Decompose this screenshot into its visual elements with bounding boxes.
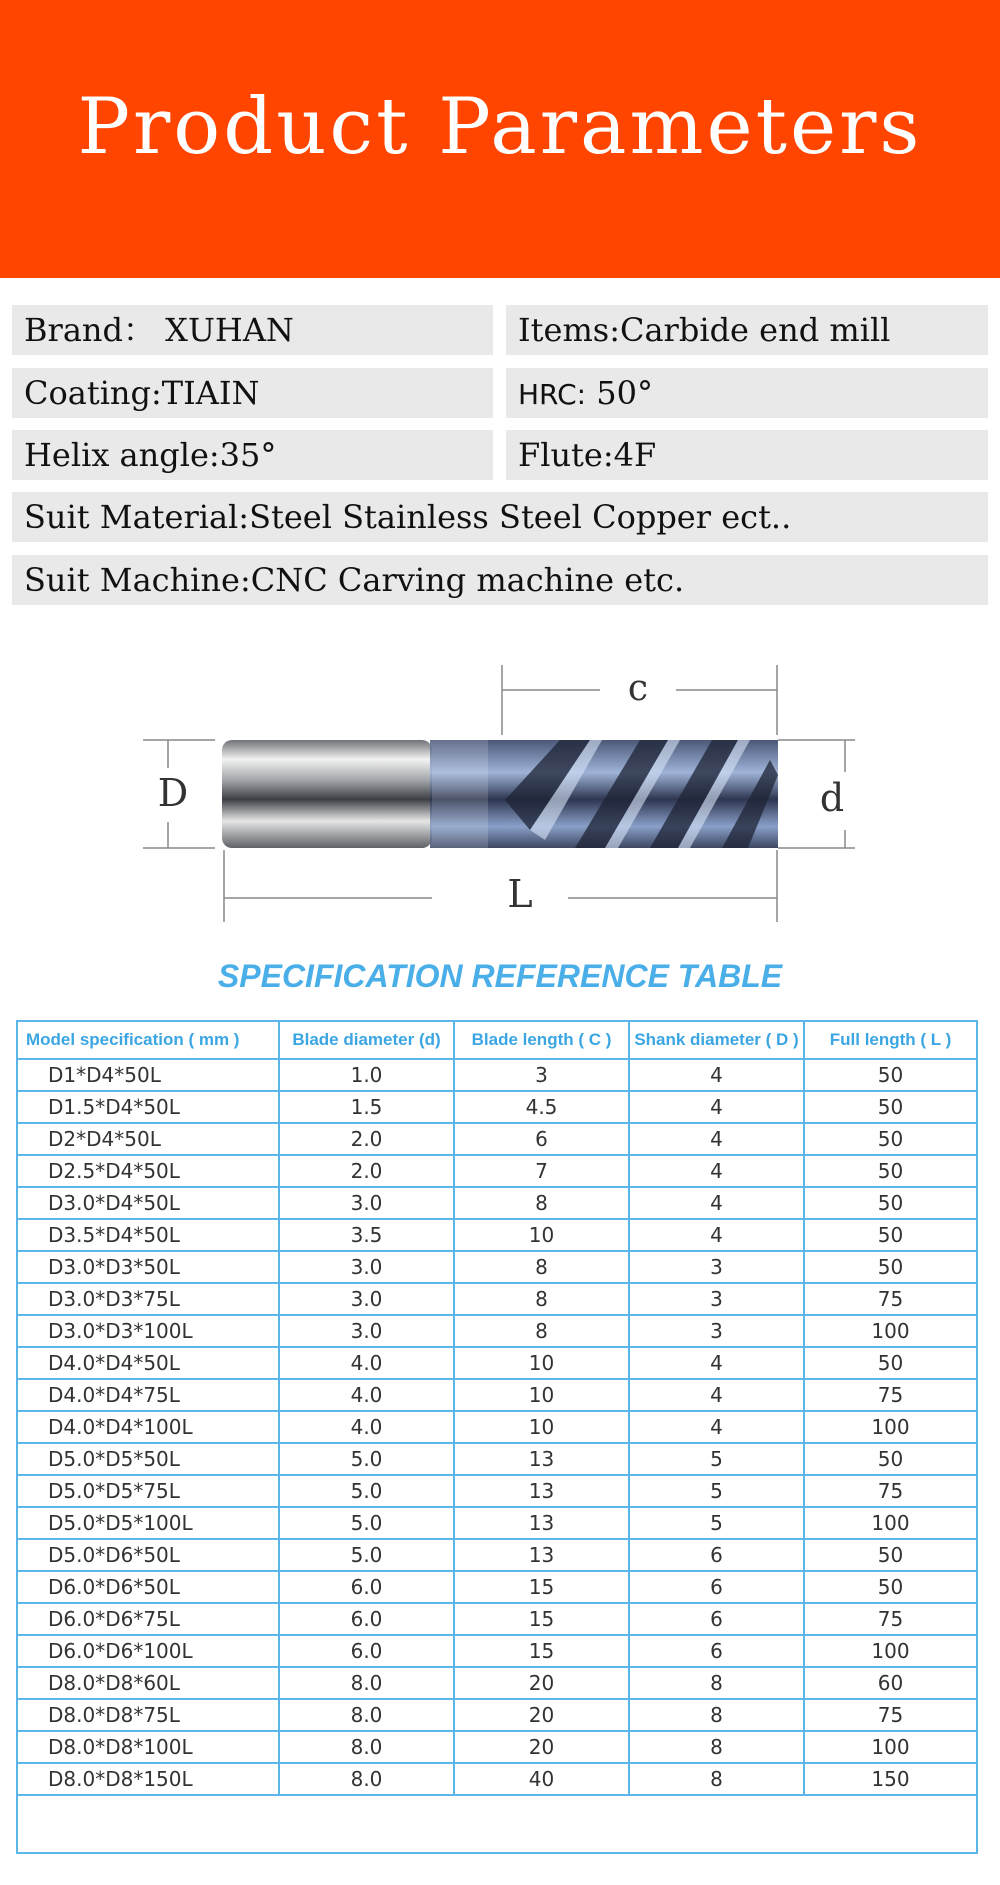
table-row [17,1187,977,1219]
cell-full-length: 50 [804,1091,977,1123]
table-row [17,1443,977,1475]
cell-blade-length: 3 [454,1059,629,1091]
table-row [17,1411,977,1443]
cell-model: D8.0*D8*150L [17,1763,279,1795]
cell-shank-diameter: 5 [629,1475,804,1507]
cell-model: D8.0*D8*60L [17,1667,279,1699]
cell-blade-diameter: 8.0 [279,1699,454,1731]
cell-full-length: 100 [804,1411,977,1443]
cell-shank-diameter: 5 [629,1443,804,1475]
param-items: Items:Carbide end mill [506,305,988,355]
spec-table [16,1020,978,1854]
cell-blade-length: 6 [454,1123,629,1155]
cell-blade-length: 8 [454,1187,629,1219]
cell-full-length: 50 [804,1187,977,1219]
header-blade-length: Blade length ( C ) [454,1021,629,1059]
table-row [17,1219,977,1251]
cell-full-length: 75 [804,1379,977,1411]
cell-full-length: 50 [804,1155,977,1187]
cell-model: D5.0*D6*50L [17,1539,279,1571]
cell-shank-diameter: 4 [629,1155,804,1187]
cell-model: D6.0*D6*100L [17,1635,279,1667]
cell-full-length: 50 [804,1059,977,1091]
cell-model: D3.5*D4*50L [17,1219,279,1251]
cell-model: D2*D4*50L [17,1123,279,1155]
param-helix: Helix angle:35° [12,430,493,480]
cell-shank-diameter: 8 [629,1667,804,1699]
param-suit-material: Suit Material:Steel Stainless Steel Copper ect.. [12,492,988,542]
cell-model: D1.5*D4*50L [17,1091,279,1123]
cell-blade-diameter: 3.0 [279,1283,454,1315]
cell-shank-diameter: 6 [629,1539,804,1571]
cell-blade-diameter: 1.0 [279,1059,454,1091]
table-empty-row [17,1795,977,1853]
cell-blade-diameter: 8.0 [279,1667,454,1699]
label-d: d [819,776,845,820]
cell-shank-diameter: 5 [629,1507,804,1539]
cell-blade-diameter: 3.0 [279,1315,454,1347]
cell-blade-diameter: 3.0 [279,1251,454,1283]
cell-full-length: 50 [804,1539,977,1571]
cell-shank-diameter: 6 [629,1635,804,1667]
table-row [17,1123,977,1155]
cell-blade-diameter: 8.0 [279,1763,454,1795]
param-flute: Flute:4F [506,430,988,480]
table-header-row [17,1021,977,1059]
cell-shank-diameter: 4 [629,1347,804,1379]
header-blade-diameter: Blade diameter (d) [279,1021,454,1059]
table-row [17,1635,977,1667]
cell-shank-diameter: 4 [629,1219,804,1251]
spec-table-container [16,1020,976,1854]
cell-shank-diameter: 4 [629,1411,804,1443]
cell-shank-diameter: 4 [629,1059,804,1091]
cell-blade-length: 8 [454,1283,629,1315]
cell-shank-diameter: 3 [629,1283,804,1315]
cell-model: D4.0*D4*50L [17,1347,279,1379]
cell-shank-diameter: 3 [629,1251,804,1283]
cell-full-length: 150 [804,1763,977,1795]
cell-full-length: 50 [804,1123,977,1155]
shank-shape [222,740,432,848]
end-mill-diagram [140,660,860,925]
cell-blade-length: 4.5 [454,1091,629,1123]
table-row [17,1283,977,1315]
cell-model: D6.0*D6*75L [17,1603,279,1635]
cell-full-length: 50 [804,1571,977,1603]
cell-blade-length: 10 [454,1379,629,1411]
cell-blade-diameter: 4.0 [279,1379,454,1411]
param-hrc [506,368,988,418]
cell-blade-length: 13 [454,1443,629,1475]
cell-blade-length: 15 [454,1571,629,1603]
cell-full-length: 50 [804,1443,977,1475]
header-full-length: Full length ( L ) [804,1021,977,1059]
cell-blade-length: 15 [454,1635,629,1667]
cell-blade-length: 8 [454,1251,629,1283]
param-suit-machine: Suit Machine:CNC Carving machine etc. [12,555,988,605]
spec-table-title: SPECIFICATION REFERENCE TABLE [217,958,783,994]
param-coating: Coating:TIAIN [12,368,493,418]
cell-blade-length: 40 [454,1763,629,1795]
table-row [17,1091,977,1123]
cell-full-length: 75 [804,1475,977,1507]
cell-model: D5.0*D5*75L [17,1475,279,1507]
table-row [17,1251,977,1283]
cell-blade-diameter: 3.0 [279,1187,454,1219]
cell-model: D3.0*D3*100L [17,1315,279,1347]
table-row [17,1507,977,1539]
cell-shank-diameter: 6 [629,1571,804,1603]
cell-blade-length: 13 [454,1507,629,1539]
cell-shank-diameter: 8 [629,1699,804,1731]
cell-full-length: 50 [804,1251,977,1283]
page-title: Product Parameters [77,82,923,172]
cell-blade-diameter: 5.0 [279,1507,454,1539]
cell-blade-length: 13 [454,1539,629,1571]
cell-blade-diameter: 5.0 [279,1443,454,1475]
cell-shank-diameter: 4 [629,1123,804,1155]
cell-blade-diameter: 5.0 [279,1539,454,1571]
cell-model: D3.0*D3*50L [17,1251,279,1283]
cell-shank-diameter: 4 [629,1091,804,1123]
neck-shape [430,740,490,848]
cell-full-length: 75 [804,1603,977,1635]
table-row [17,1571,977,1603]
empty-cell [17,1795,977,1853]
table-row [17,1315,977,1347]
cell-blade-length: 20 [454,1699,629,1731]
cell-model: D4.0*D4*100L [17,1411,279,1443]
table-row [17,1699,977,1731]
cell-full-length: 50 [804,1219,977,1251]
cell-blade-length: 13 [454,1475,629,1507]
table-row [17,1603,977,1635]
table-row [17,1763,977,1795]
cell-blade-length: 10 [454,1347,629,1379]
cell-full-length: 75 [804,1699,977,1731]
cell-model: D3.0*D3*75L [17,1283,279,1315]
cell-blade-diameter: 8.0 [279,1731,454,1763]
table-row [17,1379,977,1411]
table-row [17,1667,977,1699]
cell-model: D2.5*D4*50L [17,1155,279,1187]
cell-blade-length: 8 [454,1315,629,1347]
header-shank-diameter: Shank diameter ( D ) [629,1021,804,1059]
cell-blade-diameter: 4.0 [279,1411,454,1443]
cell-model: D5.0*D5*100L [17,1507,279,1539]
table-row [17,1155,977,1187]
cell-model: D6.0*D6*50L [17,1571,279,1603]
cell-full-length: 60 [804,1667,977,1699]
label-D: D [157,771,189,815]
cell-model: D8.0*D8*75L [17,1699,279,1731]
cell-blade-diameter: 2.0 [279,1123,454,1155]
cell-blade-length: 10 [454,1411,629,1443]
cell-blade-diameter: 3.5 [279,1219,454,1251]
cell-shank-diameter: 8 [629,1731,804,1763]
cell-full-length: 100 [804,1731,977,1763]
cell-blade-length: 15 [454,1603,629,1635]
table-row [17,1059,977,1091]
cell-blade-diameter: 6.0 [279,1635,454,1667]
cell-model: D3.0*D4*50L [17,1187,279,1219]
cell-full-length: 100 [804,1315,977,1347]
cell-model: D8.0*D8*100L [17,1731,279,1763]
cell-blade-diameter: 2.0 [279,1155,454,1187]
cell-blade-length: 10 [454,1219,629,1251]
table-row [17,1539,977,1571]
cell-full-length: 75 [804,1283,977,1315]
param-hrc-label: HRC: [518,378,587,411]
cell-full-length: 50 [804,1347,977,1379]
cell-shank-diameter: 8 [629,1763,804,1795]
cell-shank-diameter: 3 [629,1315,804,1347]
param-hrc-value: 50° [586,374,653,412]
cell-shank-diameter: 6 [629,1603,804,1635]
cell-blade-length: 20 [454,1731,629,1763]
table-body [17,1059,977,1853]
cell-blade-diameter: 4.0 [279,1347,454,1379]
cell-full-length: 100 [804,1507,977,1539]
cell-blade-length: 20 [454,1667,629,1699]
header-model: Model specification ( mm ) [17,1021,279,1059]
cell-blade-length: 7 [454,1155,629,1187]
cell-shank-diameter: 4 [629,1187,804,1219]
table-row [17,1731,977,1763]
cell-model: D4.0*D4*75L [17,1379,279,1411]
cell-blade-diameter: 1.5 [279,1091,454,1123]
label-c: c [627,668,649,709]
cell-full-length: 100 [804,1635,977,1667]
cell-model: D1*D4*50L [17,1059,279,1091]
label-L: L [507,872,533,916]
table-row [17,1347,977,1379]
table-row [17,1475,977,1507]
header-banner [0,0,1000,278]
cell-model: D5.0*D5*50L [17,1443,279,1475]
cell-blade-diameter: 5.0 [279,1475,454,1507]
cell-blade-diameter: 6.0 [279,1571,454,1603]
param-brand: Brand： XUHAN [12,305,493,355]
cell-blade-diameter: 6.0 [279,1603,454,1635]
cell-shank-diameter: 4 [629,1379,804,1411]
